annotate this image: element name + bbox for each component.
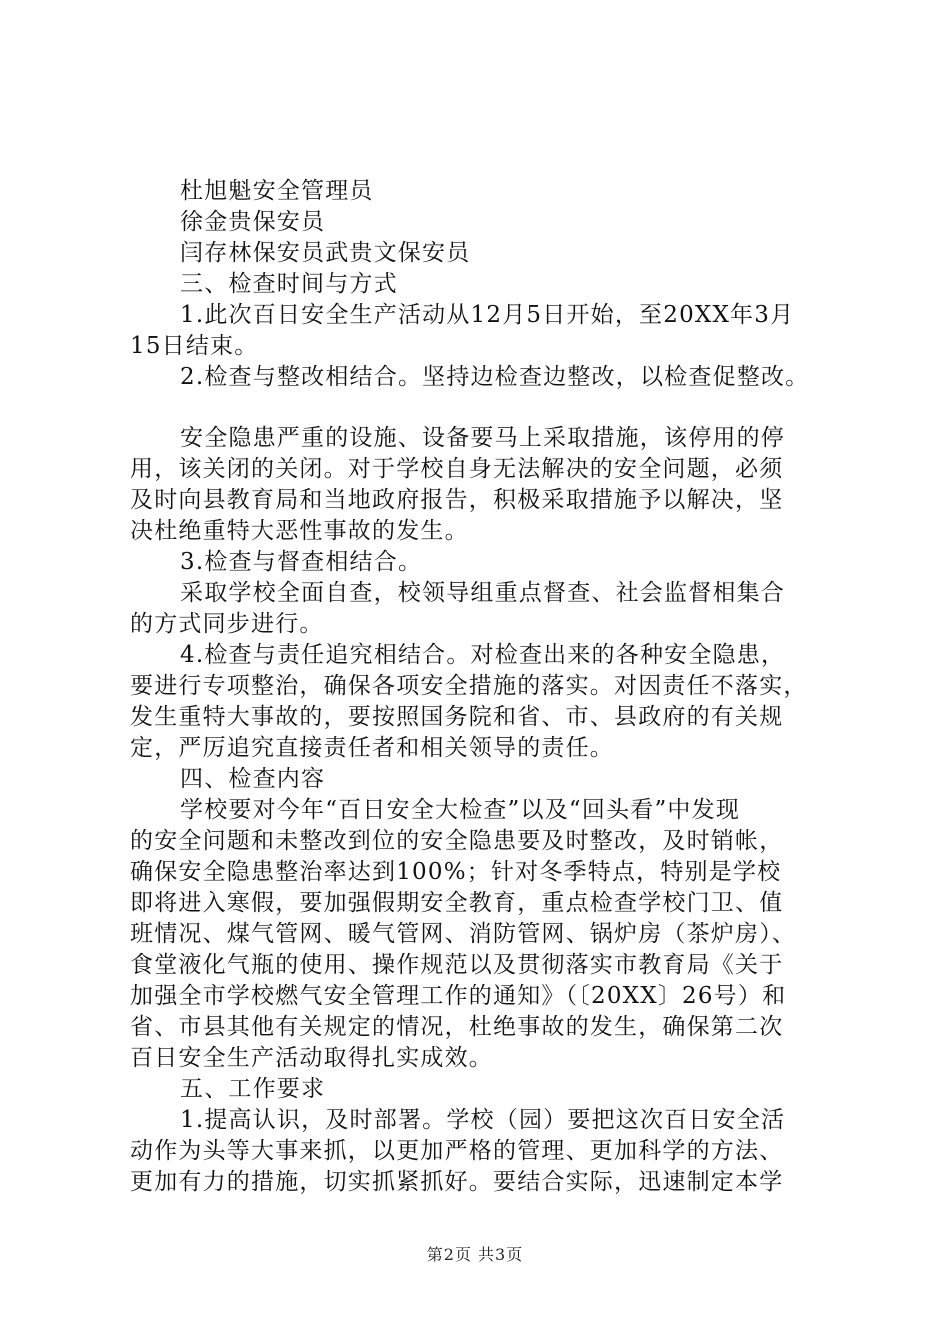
- page-number: 第2页 共3页: [426, 1245, 524, 1264]
- text-line: 4.检查与责任追究相结合。对检查出来的各种安全隐患，: [180, 642, 786, 668]
- text-line: 的方式同步进行。: [130, 611, 324, 637]
- text-line: 班情况、煤气管网、暖气管网、消防管网、锅炉房（茶炉房）、: [130, 921, 797, 947]
- text-line: 学校要对今年“百日安全大检查”以及“回头看”中发现: [180, 797, 741, 823]
- text-line: 百日安全生产活动取得扎实成效。: [130, 1045, 493, 1071]
- text-line: 更加有力的措施，切实抓紧抓好。要结合实际，迅速制定本学: [130, 1169, 784, 1195]
- text-line: 3.检查与督查相结合。: [180, 549, 423, 575]
- text-line: 的安全问题和未整改到位的安全隐患要及时整改，及时销帐，: [130, 828, 784, 854]
- text-line: 及时向县教育局和当地政府报告，积极采取措施予以解决，坚: [130, 487, 784, 513]
- section-heading: 五、工作要求: [180, 1076, 326, 1102]
- text-line: 徐金贵保安员: [180, 209, 326, 235]
- text-line: 1.提高认识，及时部署。学校（园）要把这次百日安全活: [180, 1107, 786, 1133]
- text-line: 采取学校全面自查，校领导组重点督查、社会监督相集合: [180, 580, 785, 606]
- text-line: 杜旭魁安全管理员: [180, 178, 374, 204]
- text-line: 食堂液化气瓶的使用、操作规范以及贯彻落实市教育局《关于: [130, 952, 784, 978]
- text-line: 即将进入寒假，要加强假期安全教育，重点检查学校门卫、值: [130, 890, 784, 916]
- text-line: 15日结束。: [130, 333, 259, 359]
- text-line: 确保安全隐患整治率达到100%；针对冬季特点，特别是学校: [130, 859, 782, 885]
- text-line: 决杜绝重特大恶性事故的发生。: [130, 518, 469, 544]
- text-line: 要进行专项整治，确保各项安全措施的落实。对因责任不落实，: [130, 673, 808, 699]
- section-heading: 三、检查时间与方式: [180, 271, 398, 297]
- text-line: 加强全市学校燃气安全管理工作的通知》（〔20XX〕26号）和: [130, 983, 787, 1009]
- section-heading: 四、检查内容: [180, 766, 326, 792]
- text-line: 闫存林保安员武贵文保安员: [180, 240, 471, 266]
- text-line: 2.检查与整改相结合。坚持边检查边整改，以检查促整改。: [180, 364, 810, 390]
- text-line: 安全隐患严重的设施、设备要马上采取措施，该停用的停: [180, 425, 785, 451]
- text-line: 1.此次百日安全生产活动从12月5日开始，至20XX年3月: [180, 302, 795, 328]
- text-line: 用，该关闭的关闭。对于学校自身无法解决的安全问题，必须: [130, 456, 784, 482]
- text-line: 发生重特大事故的，要按照国务院和省、市、县政府的有关规: [130, 704, 784, 730]
- text-line: 省、市县其他有关规定的情况，杜绝事故的发生，确保第二次: [130, 1014, 784, 1040]
- text-line: 定，严厉追究直接责任者和相关领导的责任。: [130, 735, 614, 761]
- text-line: 动作为头等大事来抓，以更加严格的管理、更加科学的方法、: [130, 1138, 784, 1164]
